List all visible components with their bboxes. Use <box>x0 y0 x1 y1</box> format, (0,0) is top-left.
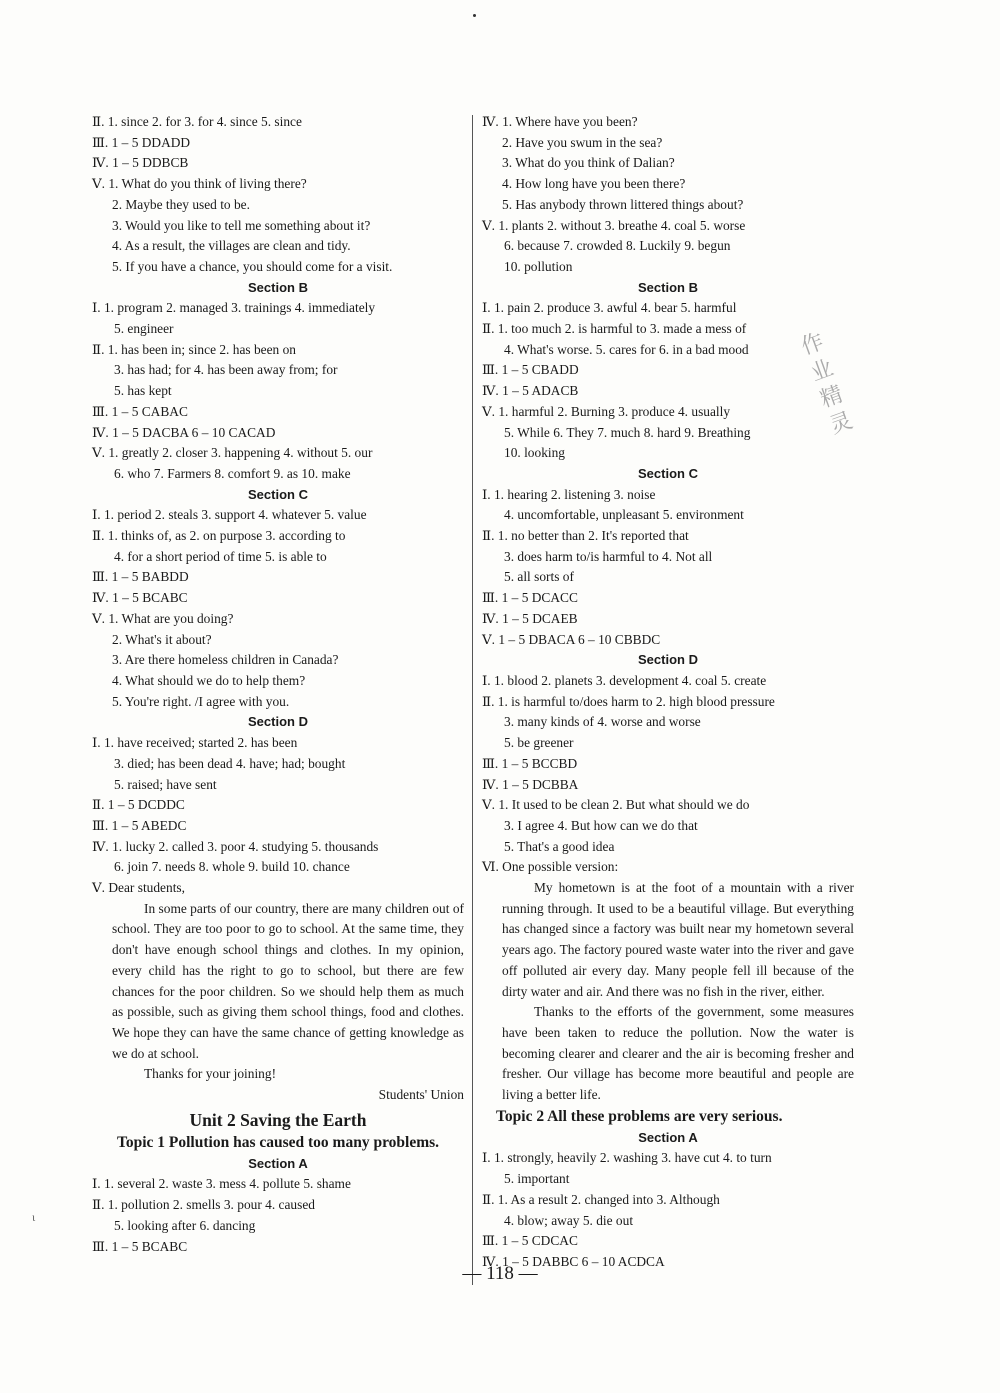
answer-line: Ⅰ. 1. hearing 2. listening 3. noise <box>482 486 656 502</box>
answer-line: Ⅳ. 1 – 5 DABBC 6 – 10 ACDCA <box>482 1253 665 1269</box>
answer-line: Ⅴ. 1. plants 2. without 3. breathe 4. coal 5. worse <box>482 217 746 233</box>
answer-line: 4. for a short period of time 5. is able to <box>114 548 327 564</box>
essay-paragraph: Thanks to the efforts of the government, some measures have been taken to reduce the pollution. Now the water is becoming clearer and clearer and the air is becoming fresher and fresher. Our village has become more beautiful and people are living a better life. <box>502 1004 854 1103</box>
answer-line: Ⅲ. 1 – 5 DCACC <box>482 590 578 606</box>
answer-line: Ⅱ. 1. too much 2. is harmful to 3. made a mess of <box>482 321 747 337</box>
section-heading: Section D <box>248 714 308 730</box>
answer-line: Ⅱ. 1. As a result 2. changed into 3. Although <box>482 1191 720 1207</box>
answer-line: Ⅱ. 1. thinks of, as 2. on purpose 3. according to <box>92 528 346 544</box>
answer-line: Ⅲ. 1 – 5 DDADD <box>92 134 191 150</box>
section-heading: Section A <box>638 1129 698 1145</box>
answer-line: 3. many kinds of 4. worse and worse <box>504 714 701 730</box>
essay-paragraph: Thanks for your joining! <box>144 1066 277 1082</box>
answer-line: Ⅳ. 1 – 5 DCAEB <box>482 610 578 626</box>
answer-line: Ⅰ. 1. program 2. managed 3. trainings 4. immediately <box>92 300 376 316</box>
answer-line: Ⅱ. 1. since 2. for 3. for 4. since 5. since <box>92 114 302 129</box>
answer-line: Ⅰ. 1. blood 2. planets 3. development 4. coal 5. create <box>482 672 767 688</box>
section-heading: Section B <box>638 279 698 295</box>
answer-line: 5. While 6. They 7. much 8. hard 9. Breathing <box>504 424 751 440</box>
right-column <box>482 112 854 1273</box>
answer-line: Ⅰ. 1. period 2. steals 3. support 4. whatever 5. value <box>92 507 367 523</box>
answer-line: Ⅰ. 1. strongly, heavily 2. washing 3. have cut 4. to turn <box>482 1150 772 1166</box>
answer-line: 6. who 7. Farmers 8. comfort 9. as 10. make <box>114 465 351 481</box>
answer-line: 5. raised; have sent <box>114 776 217 792</box>
answer-line: Ⅰ. 1. pain 2. produce 3. awful 4. bear 5. harmful <box>482 300 737 316</box>
section-heading: Section C <box>248 486 308 502</box>
topic-title: Topic 1 Pollution has caused too many problems. <box>116 1133 440 1151</box>
answer-line: Ⅲ. 1 – 5 CDCAC <box>482 1233 578 1249</box>
answer-line: Ⅱ. 1. no better than 2. It's reported that <box>482 528 689 544</box>
answer-line: Ⅴ. Dear students, <box>92 880 185 896</box>
section-heading: Section D <box>638 652 698 668</box>
answer-line: 5. That's a good idea <box>504 838 615 854</box>
left-column <box>92 112 464 1257</box>
answer-line: Ⅳ. 1. lucky 2. called 3. poor 4. studying 5. thousands <box>92 838 379 854</box>
unit-title: Unit 2 Saving the Earth <box>189 1109 367 1130</box>
answer-line: 3. I agree 4. But how can we do that <box>504 817 698 833</box>
answer-line: Ⅳ. 1 – 5 BCABC <box>92 590 188 606</box>
answer-line: 3. What do you think of Dalian? <box>502 155 675 171</box>
answer-line: 10. looking <box>504 445 566 461</box>
answer-line: Ⅲ. 1 – 5 CBADD <box>482 362 579 378</box>
answer-line: 5. be greener <box>504 735 574 751</box>
watermark-text: 作业精灵 <box>794 329 857 443</box>
answer-line: 5. You're right. /I agree with you. <box>112 693 290 709</box>
answer-line: 2. Maybe they used to be. <box>112 196 250 212</box>
answer-line: 4. blow; away 5. die out <box>504 1212 634 1228</box>
answer-line: Ⅴ. 1. What are you doing? <box>92 610 234 626</box>
answer-line: Ⅳ. 1 – 5 DACBA 6 – 10 CACAD <box>92 424 276 440</box>
answer-line: Ⅴ. 1 – 5 DBACA 6 – 10 CBBDC <box>482 631 661 647</box>
answer-line: Ⅵ. One possible version: <box>482 859 619 875</box>
answer-line: 5. all sorts of <box>504 569 574 585</box>
answer-line: 5. important <box>504 1171 570 1187</box>
answer-line: 4. What's worse. 5. cares for 6. in a bad mood <box>504 341 749 357</box>
page-number: — 118 — <box>462 1263 538 1284</box>
answer-line: Ⅳ. 1 – 5 DCBBA <box>482 776 579 792</box>
answer-line: Ⅰ. 1. have received; started 2. has been <box>92 735 298 751</box>
answer-line: 5. looking after 6. dancing <box>114 1217 256 1233</box>
answer-line: Ⅴ. 1. harmful 2. Burning 3. produce 4. usually <box>482 403 731 419</box>
answer-line: 3. has had; for 4. has been away from; for <box>114 362 338 378</box>
answer-line: 2. What's it about? <box>112 631 212 647</box>
answer-line: 4. uncomfortable, unpleasant 5. environment <box>504 507 744 523</box>
answer-line: 5. Has anybody thrown littered things about? <box>502 196 744 212</box>
essay-paragraph: In some parts of our country, there are many children out of school. They are too poor to go to school. At the same time, they don't have enough school things and clothes. In my opinion, every child has the right to go to school, but there are few chances for the poor children. So we should help them as much as possible, such as giving them school things, food and clothes. We hope they can have the same chance of getting knowledge as we do at school. <box>112 900 464 1061</box>
answer-line: 6. because 7. crowded 8. Luckily 9. begun <box>504 238 731 254</box>
answer-line: 4. As a result, the villages are clean and tidy. <box>112 238 351 254</box>
answer-line: Ⅲ. 1 – 5 CABAC <box>92 403 188 419</box>
answer-line: 10. pollution <box>504 258 573 274</box>
section-heading: Section A <box>248 1155 308 1171</box>
answer-line: 5. has kept <box>114 383 172 399</box>
answer-line: Ⅱ. 1. has been in; since 2. has been on <box>92 341 296 357</box>
answer-line: 6. join 7. needs 8. whole 9. build 10. chance <box>114 859 350 875</box>
answer-line: 4. What should we do to help them? <box>112 672 306 688</box>
answer-line: 3. does harm to/is harmful to 4. Not all <box>504 548 713 564</box>
answer-line: Ⅱ. 1. pollution 2. smells 3. pour 4. caused <box>92 1197 315 1213</box>
answer-line: Ⅳ. 1. Where have you been? <box>482 114 638 129</box>
column-divider <box>472 115 473 1285</box>
answer-line: Ⅳ. 1 – 5 DDBCB <box>92 155 189 171</box>
answer-line: Ⅲ. 1 – 5 BCABC <box>92 1238 188 1254</box>
answer-line: 5. If you have a chance, you should come for a visit. <box>112 258 393 274</box>
essay-paragraph: My hometown is at the foot of a mountain with a river running through. It used to be a beautiful village. But everything has changed since a factory was built near my hometown several years ago. The factory poured waste water into the river and gave off polluted air every day. Many people fell ill because of the dirty water and air. And there was no fish in the river, either. <box>502 880 854 999</box>
answer-line: 4. How long have you been there? <box>502 176 686 192</box>
answer-line: 3. Would you like to tell me something about it? <box>112 217 371 233</box>
answer-line: Ⅲ. 1 – 5 ABEDC <box>92 817 187 833</box>
section-heading: Section B <box>248 279 308 295</box>
answer-line: 5. engineer <box>114 321 174 337</box>
printer-dot <box>473 14 476 17</box>
answer-line: Ⅴ. 1. greatly 2. closer 3. happening 4. without 5. our <box>92 445 373 461</box>
answer-line: Ⅴ. 1. It used to be clean 2. But what should we do <box>482 797 750 813</box>
answer-line: 3. Are there homeless children in Canada? <box>112 652 339 668</box>
answer-line: Ⅰ. 1. several 2. waste 3. mess 4. pollute 5. shame <box>92 1176 351 1192</box>
answer-line: Ⅲ. 1 – 5 BABDD <box>92 569 189 585</box>
signature: Students' Union <box>378 1087 464 1103</box>
answer-line: Ⅲ. 1 – 5 BCCBD <box>482 755 578 771</box>
answer-line: 2. Have you swum in the sea? <box>502 134 663 150</box>
margin-mark: ɩ <box>32 1210 36 1224</box>
answer-line: Ⅱ. 1 – 5 DCDDC <box>92 797 185 813</box>
answer-line: Ⅴ. 1. What do you think of living there? <box>92 176 307 192</box>
answer-line: Ⅳ. 1 – 5 ADACB <box>482 383 579 399</box>
topic-title: Topic 2 All these problems are very serious. <box>496 1107 783 1125</box>
section-heading: Section C <box>638 465 698 481</box>
answer-line: 3. died; has been dead 4. have; had; bought <box>114 755 346 771</box>
answer-line: Ⅱ. 1. is harmful to/does harm to 2. high blood pressure <box>482 693 775 709</box>
